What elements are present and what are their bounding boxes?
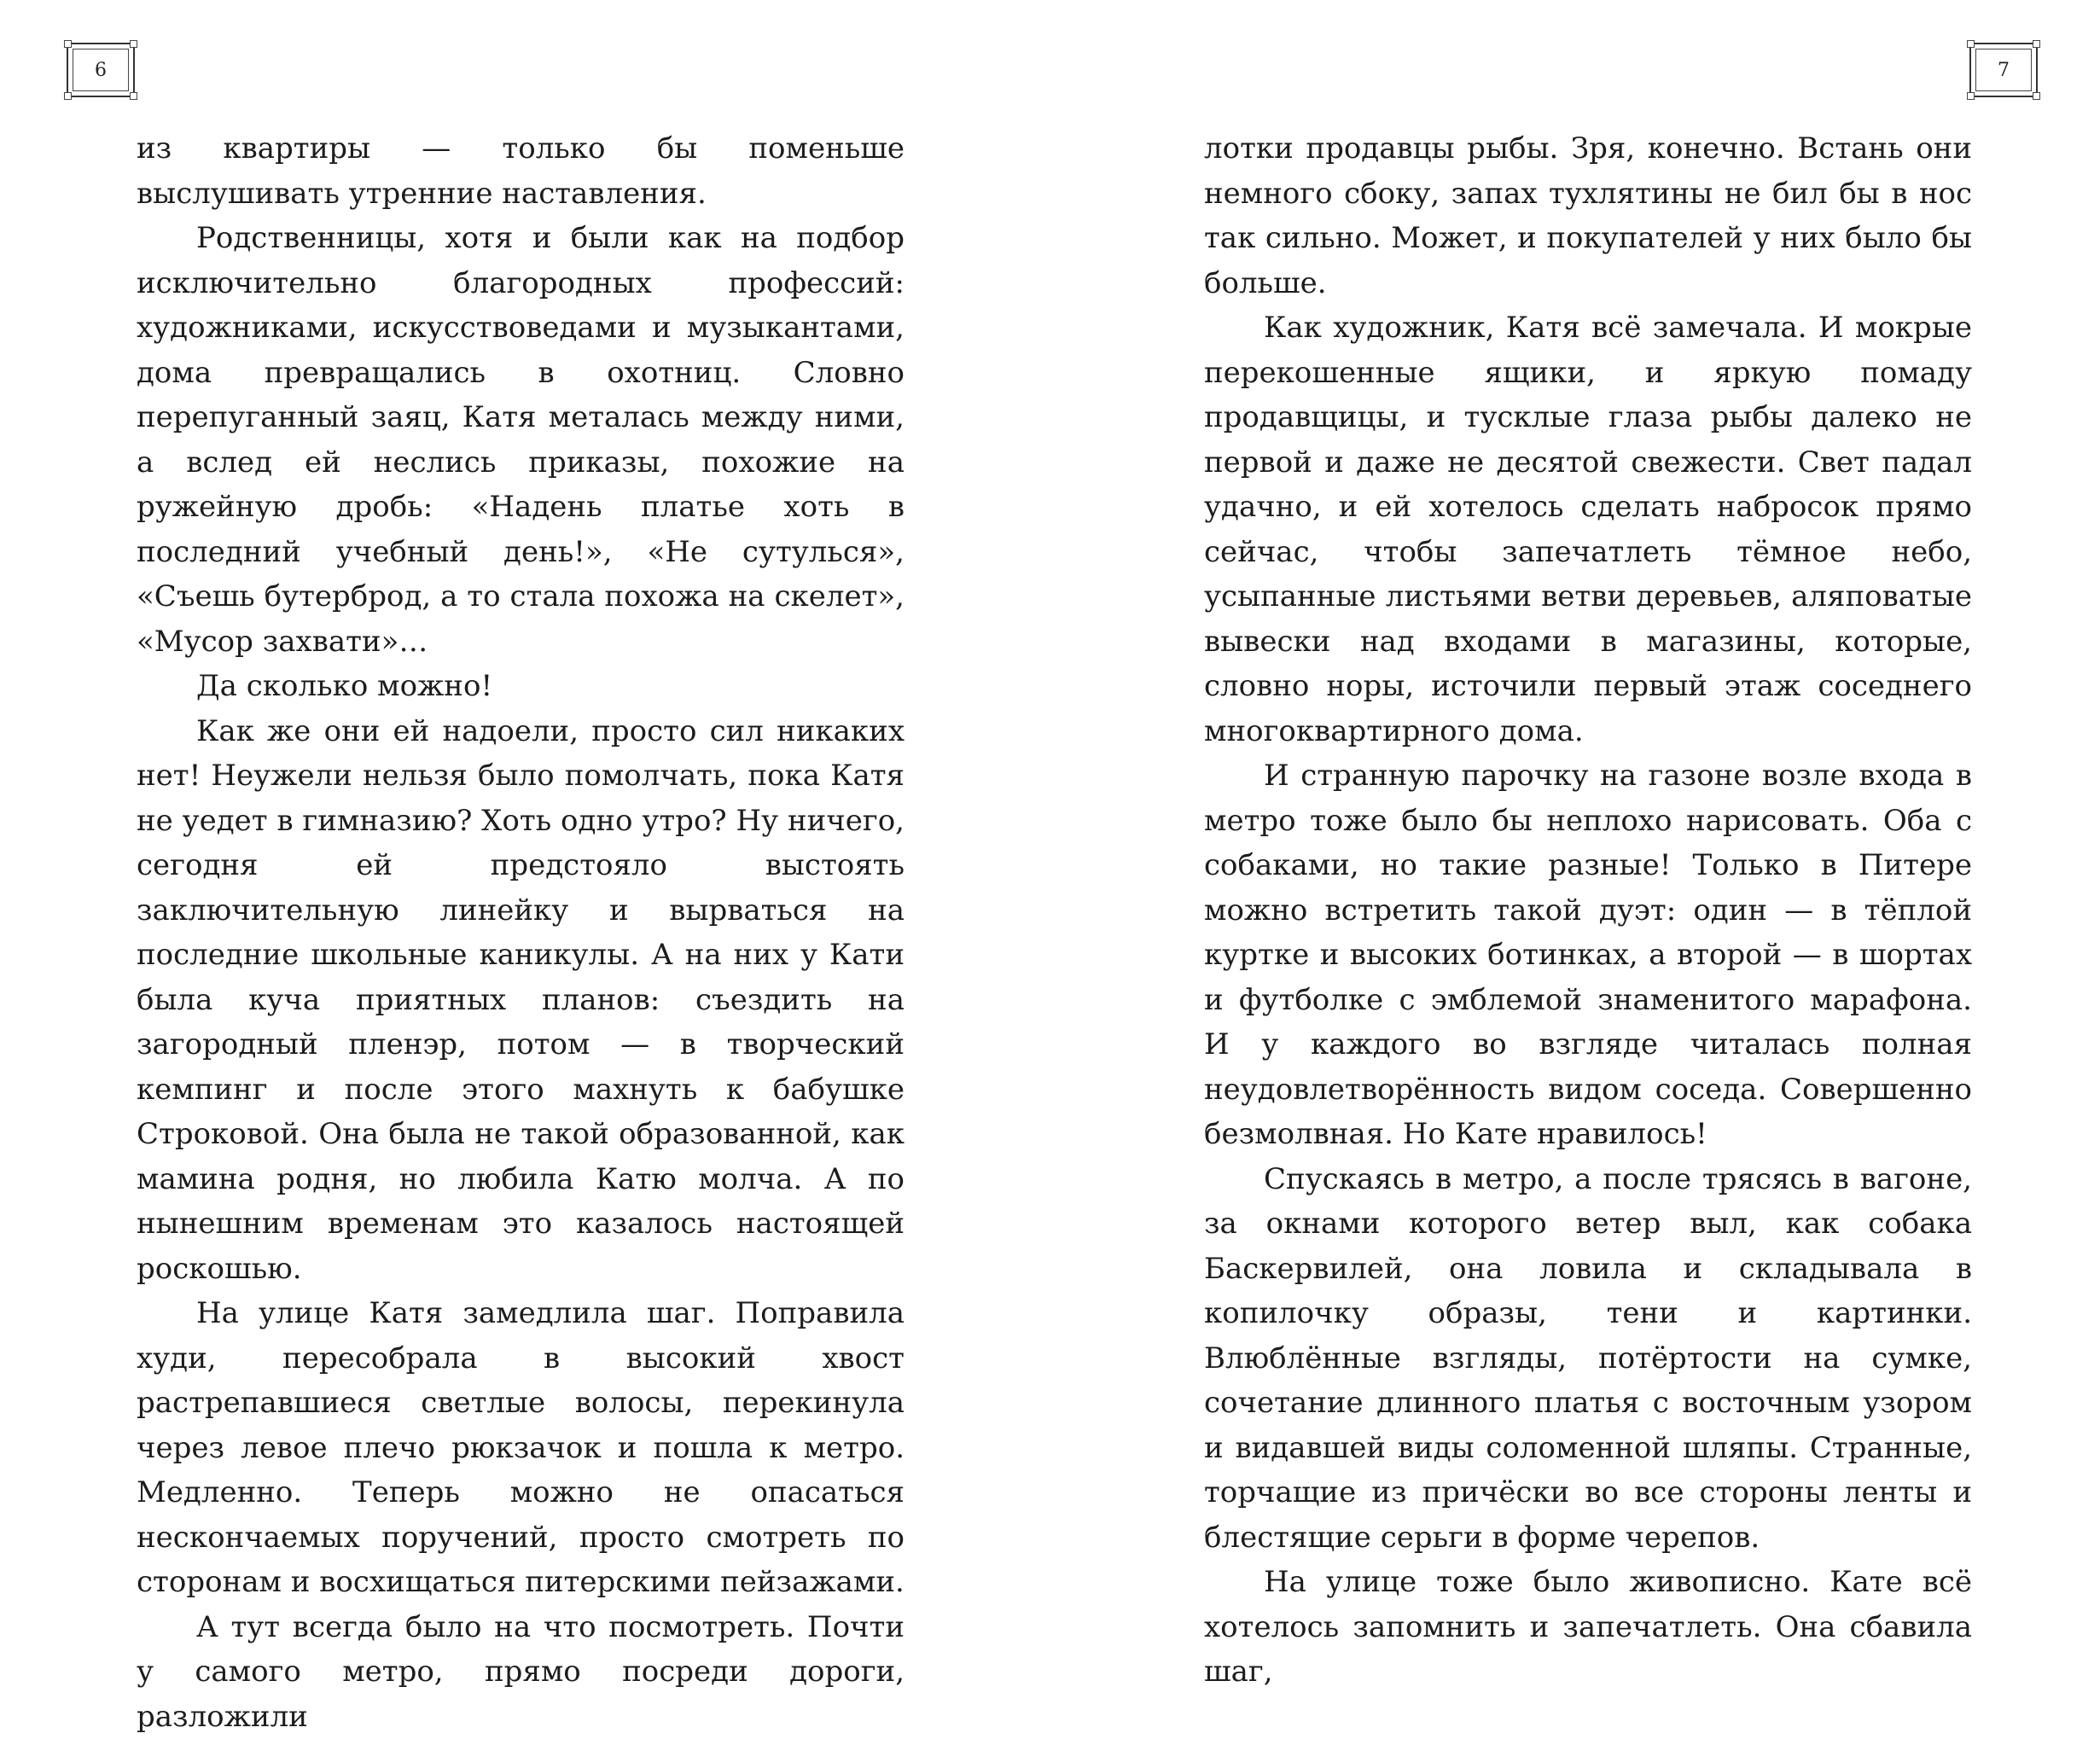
page-number-frame <box>1969 43 2038 97</box>
paragraph: Да сколько можно! <box>137 664 905 709</box>
right-page <box>1050 0 2100 1680</box>
left-page <box>0 0 1050 1680</box>
page-number-frame <box>67 43 135 97</box>
paragraph: Как художник, Катя всё замечала. И мокрые перекошенные ящики, и яркую помаду продавщицы, и тусклые глаза рыбы далеко не первой и даже не десятой свежести. Свет падал удачно, и ей хотелось сделать набросок прямо сейчас, чтобы запечатлеть тёмное небо, усыпанные листьями ветви деревьев, аляповатые вывески над входами в магазины, которые, словно норы, источили первый этаж соседнего многоквартирного дома. <box>1204 305 1972 753</box>
page-number: 7 <box>1971 44 2036 96</box>
body-text <box>1204 126 1972 1695</box>
paragraph: На улице Катя замедлила шаг. Поправила худи, пересобрала в высокий хвост растрепавшиеся светлые волосы, перекинула через левое плечо рюкзачок и пошла к метро. Медленно. Теперь можно не опасаться нескончаемых поручений, просто смотреть по сторонам и восхищаться питерскими пейзажами. <box>137 1291 905 1605</box>
paragraph: И странную парочку на газоне возле входа в метро тоже было бы неплохо нарисовать. Оба с собаками, но такие разные! Только в Питере можно встретить такой дуэт: один — в тёплой куртке и высоких ботинках, а второй — в шортах и футболке с эмблемой знаменитого марафона. И у каждого во взгляде читалась полная неудовлетворённость видом соседа. Совершенно безмолвная. Но Кате нравилось! <box>1204 753 1972 1157</box>
body-text <box>137 126 905 1739</box>
paragraph: Спускаясь в метро, а после трясясь в вагоне, за окнами которого ветер выл, как собака Баскервилей, она ловила и складывала в копилочку образы, тени и картинки. Влюблённые взгляды, потёртости на сумке, сочетание длинного платья с восточным узором и видавшей виды соломенной шляпы. Странные, торчащие из причёски во все стороны ленты и блестящие серьги в форме черепов. <box>1204 1157 1972 1561</box>
page-number: 6 <box>68 44 133 96</box>
paragraph: А тут всегда было на что посмотреть. Почти у самого метро, прямо посреди дороги, разложили <box>137 1605 905 1739</box>
paragraph: лотки продавцы рыбы. Зря, конечно. Встань они немного сбоку, запах тухлятины не бил бы в нос так сильно. Может, и покупателей у них было бы больше. <box>1204 126 1972 305</box>
paragraph: На улице тоже было живописно. Кате всё хотелось запомнить и запечатлеть. Она сбавила шаг, <box>1204 1560 1972 1695</box>
paragraph: Родственницы, хотя и были как на подбор исключительно благородных профессий: художниками, искусствоведами и музыкантами, дома превращались в охотниц. Словно перепуганный заяц, Катя металась между ними, а вслед ей неслись приказы, похожие на ружейную дробь: «Надень платье хоть в последний учебный день!», «Не сутулься», «Съешь бутерброд, а то стала похожа на скелет», «Мусор захвати»… <box>137 216 905 664</box>
paragraph: Как же они ей надоели, просто сил никаких нет! Неужели нельзя было помолчать, пока Катя не уедет в гимназию? Хоть одно утро? Ну ничего, сегодня ей предстояло выстоять заключительную линейку и вырваться на последние школьные каникулы. А на них у Кати была куча приятных планов: съездить на загородный пленэр, потом — в творческий кемпинг и после этого махнуть к бабушке Строковой. Она была не такой образованной, как мамина родня, но любила Катю молча. А по нынешним временам это казалось настоящей роскошью. <box>137 709 905 1292</box>
paragraph: из квартиры — только бы поменьше выслушивать утренние наставления. <box>137 126 905 216</box>
